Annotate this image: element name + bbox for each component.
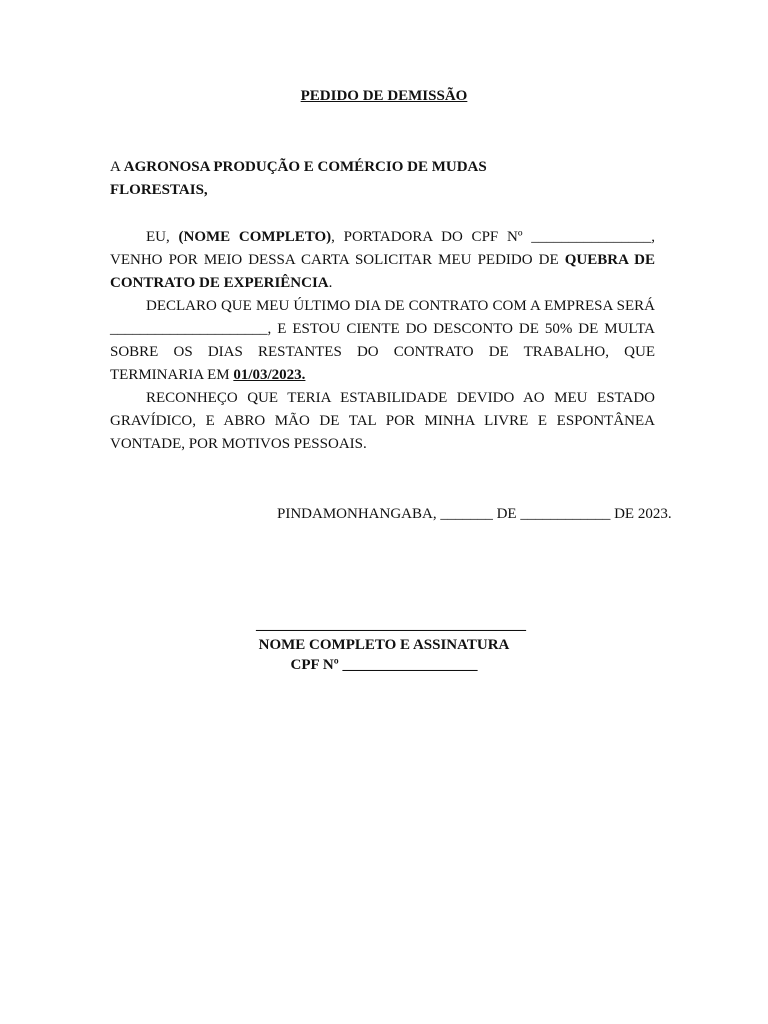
- addressee-block: [110, 156, 670, 202]
- paragraph1-text-3: , VENHO POR MEIO DESSA CARTA SOLICITAR MEU PEDIDO DE: [110, 229, 655, 268]
- addressee-organization-line-2: FLORESTAIS,: [110, 182, 208, 198]
- full-name-placeholder: (NOME COMPLETO): [178, 229, 332, 245]
- signature-cpf-blank: __________________: [342, 657, 478, 673]
- date-text-de: DE: [492, 506, 521, 522]
- paragraph-stability-waiver: RECONHEÇO QUE TERIA ESTABILIDADE DEVIDO AO MEU ESTADO GRAVÍDICO, E ABRO MÃO DE TAL POR MINHA LIVRE E ESPONTÂNEA VONTADE, POR MOTIVOS PESSOAIS.: [110, 390, 655, 452]
- contract-end-date: 01/03/2023.: [233, 367, 306, 383]
- addressee-organization-line-1: AGRONOSA PRODUÇÃO E COMÉRCIO DE MUDAS: [123, 159, 487, 175]
- paragraph1-text-1: EU,: [146, 229, 179, 245]
- paragraph2-text-2: , E ESTOU CIENTE DO DESCONTO DE 50% DE MULTA SOBRE OS DIAS RESTANTES DO CONTRATO DE TRABALHO, QUE TERMINARIA EM: [110, 321, 655, 383]
- addressee-prefix: A: [110, 159, 124, 175]
- signature-cpf-label: CPF Nº: [290, 657, 343, 673]
- paragraph2-text-1: DECLARO QUE MEU ÚLTIMO DIA DE CONTRATO COM A EMPRESA SERÁ: [146, 298, 655, 314]
- city-name: PINDAMONHANGABA,: [277, 506, 441, 522]
- paragraph-resignation-request: [110, 226, 655, 295]
- letter-body: [110, 226, 655, 456]
- document-title: PEDIDO DE DEMISSÃO: [300, 88, 468, 104]
- request-type: QUEBRA DE CONTRATO DE EXPERIÊNCIA: [110, 252, 655, 291]
- addressee-line-1: [110, 156, 670, 179]
- last-day-blank: _____________________: [110, 321, 268, 337]
- place-and-date-line: [277, 504, 672, 524]
- paragraph1-text-2: , PORTADORA DO CPF Nº: [331, 229, 532, 245]
- signature-label: NOME COMPLETO E ASSINATURA: [258, 637, 510, 653]
- signature-cpf-line: [256, 655, 512, 675]
- cpf-blank: ________________: [531, 229, 652, 245]
- signature-block: [256, 615, 526, 675]
- day-blank: _______: [440, 506, 493, 522]
- signature-line: ____________________________________: [256, 617, 526, 633]
- paragraph1-text-4: .: [328, 275, 333, 291]
- paragraph-last-day-declaration: [110, 295, 655, 387]
- year-text: DE 2023.: [610, 506, 672, 522]
- month-blank: ____________: [520, 506, 611, 522]
